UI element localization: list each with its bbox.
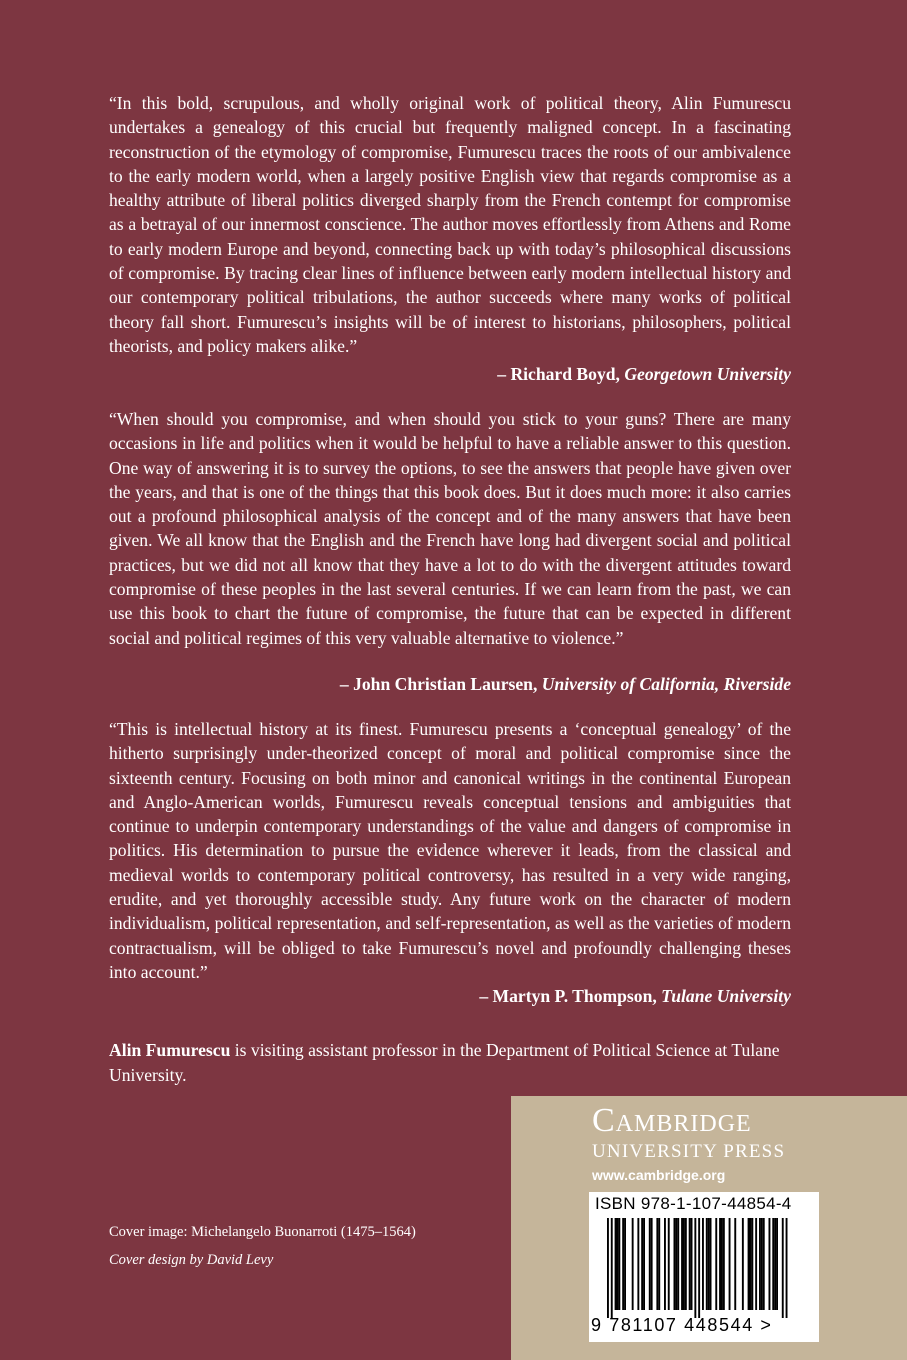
barcode-bar xyxy=(617,1218,619,1310)
barcode-bar xyxy=(748,1218,750,1310)
barcode-bar xyxy=(615,1218,617,1310)
barcode-bar xyxy=(782,1218,784,1318)
author-name: Alin Fumurescu xyxy=(109,1040,231,1060)
review-quote-boyd: “In this bold, scrupulous, and wholly original work of political theory, Alin Fumurescu undertakes a genealogy of this crucial but frequently maligned concept. In a fascinating reconstruction of the etymology of compromise, Fumurescu traces the roots of our ambivalence to the early modern world, when a largely positive English view that regards compromise as a healthy attribute of liberal politics diverged sharply from the French contempt for compromise as a betrayal of our innermost conscience. The author moves effortlessly from Athens and Rome to early modern Europe and beyond, connecting back up with today’s philosophical discussions of compromise. By tracing clear lines of influence between early modern intellectual history and our contemporary political tribulations, the author succeeds where many works of political theory fall short. Fumurescu’s insights will be of interest to historians, philosophers, political theorists, and policy makers alike.” xyxy=(109,93,791,356)
review-attribution-laursen xyxy=(340,674,791,695)
barcode-bar xyxy=(719,1218,721,1310)
cover-image-credit: Cover image: Michelangelo Buonarroti (1475–1564) xyxy=(109,1224,416,1240)
barcode-bar xyxy=(769,1218,771,1310)
barcode-bar xyxy=(677,1218,679,1310)
reviewer-affiliation: Tulane University xyxy=(661,986,791,1006)
barcode-bar xyxy=(658,1218,660,1310)
publisher-subtitle: UNIVERSITY PRESS xyxy=(592,1141,786,1162)
barcode-bar xyxy=(664,1218,666,1310)
barcode-bar xyxy=(624,1218,626,1310)
barcode-bar xyxy=(649,1218,651,1310)
barcode-bar xyxy=(694,1218,696,1318)
barcode-bar xyxy=(656,1218,658,1310)
reviewer-name: – John Christian Laursen, xyxy=(339,674,542,694)
barcode-bar xyxy=(607,1218,609,1318)
barcode-bar xyxy=(763,1218,765,1310)
review-attribution-boyd xyxy=(497,364,791,385)
barcode-bar xyxy=(632,1218,634,1310)
author-bio-text: is visiting assistant professor in the Department of Political Science at Tulane University. xyxy=(109,1040,780,1085)
barcode-bar xyxy=(734,1218,736,1310)
barcode-bar xyxy=(721,1218,723,1310)
barcode-bar xyxy=(786,1218,788,1318)
barcode-bar xyxy=(611,1218,613,1318)
barcode-bar xyxy=(698,1218,700,1318)
publisher-panel xyxy=(511,1096,907,1360)
barcode-bar xyxy=(742,1218,744,1310)
barcode-icon xyxy=(593,1218,815,1318)
publisher-name: Cambridge xyxy=(592,1102,752,1139)
barcode-bar xyxy=(674,1218,676,1310)
reviewer-name: – Martyn P. Thompson, xyxy=(479,986,662,1006)
barcode-bar xyxy=(710,1218,712,1310)
barcode-bar xyxy=(761,1218,763,1310)
barcode-bar xyxy=(774,1218,776,1310)
author-bio xyxy=(109,1038,799,1087)
barcode-bar xyxy=(708,1218,710,1310)
barcode-bar xyxy=(683,1218,685,1310)
barcode-bar xyxy=(668,1218,670,1310)
barcode-bar xyxy=(702,1218,704,1310)
reviewer-affiliation: University of California, Riverside xyxy=(541,674,791,694)
isbn-label: ISBN 978-1-107-44854-4 xyxy=(595,1194,792,1213)
barcode-bar xyxy=(715,1218,717,1310)
review-attribution-thompson xyxy=(479,986,791,1007)
barcode-bar xyxy=(675,1218,677,1310)
barcode-bar xyxy=(641,1218,643,1310)
barcode-box xyxy=(589,1192,819,1342)
reviewer-name: – Richard Boyd, xyxy=(497,364,625,384)
barcode-bar xyxy=(643,1218,645,1310)
barcode-bar xyxy=(772,1218,774,1310)
barcode-bar xyxy=(689,1218,691,1310)
barcode-bar xyxy=(706,1218,708,1310)
barcode-bar xyxy=(685,1218,687,1310)
barcode-bar xyxy=(759,1218,761,1310)
barcode-bar xyxy=(751,1218,753,1310)
cover-design-credit: Cover design by David Levy xyxy=(109,1252,274,1268)
barcode-bar xyxy=(691,1218,693,1310)
barcode-bar xyxy=(729,1218,731,1310)
barcode-bar xyxy=(681,1218,683,1310)
publisher-url: www.cambridge.org xyxy=(592,1167,726,1183)
review-quote-laursen: “When should you compromise, and when should you stick to your guns? There are many occasions in life and politics when it would be helpful to have a reliable answer to this question. One way of answering it is to survey the options, to see the answers that people have given over the years, and that is one of the things that this book does. But it does much more: it also carries out a profound philosophical analysis of the concept and of the many answers that have been given. We all know that the English and the French have long had divergent social and political practices, but we did not all know that they have a lot to do with the divergent attitudes toward compromise of these peoples in the last several centuries. If we can learn from the past, we can use this book to chart the future of compromise, the future that can be expected in different social and political regimes of this very valuable alternative to violence.” xyxy=(109,409,791,648)
barcode-bar xyxy=(750,1218,752,1310)
review-quote-thompson: “This is intellectual history at its finest. Fumurescu presents a ‘conceptual genealogy’ of the hitherto surprisingly under-theorized concept of moral and political compromise since the sixteenth century. Focusing on both minor and canonical writings in the continental European and Anglo-American worlds, Fumurescu reveals conceptual tensions and ambiguities that continue to underpin contemporary understandings of the value and dangers of compromise in politics. His determination to pursue the evidence wherever it leads, from the classical and medieval worlds to contemporary political controversy, has resulted in a very wide ranging, erudite, and yet thoroughly accessible study. Any future work on the character of modern individualism, political representation, and self-representation, as well as the varieties of modern contractualism, will be obliged to take Fumurescu’s novel and profoundly challenging theses into account.” xyxy=(109,719,791,982)
ean-digits: 9 781107 448544 > xyxy=(591,1315,773,1335)
barcode-bar xyxy=(651,1218,653,1310)
barcode-bar xyxy=(637,1218,639,1310)
barcode-bar xyxy=(618,1218,620,1310)
barcode-bar xyxy=(776,1218,778,1310)
barcode-bar xyxy=(622,1218,624,1310)
reviewer-affiliation: Georgetown University xyxy=(624,364,791,384)
barcode-bar xyxy=(755,1218,757,1310)
barcode-bar xyxy=(723,1218,725,1310)
